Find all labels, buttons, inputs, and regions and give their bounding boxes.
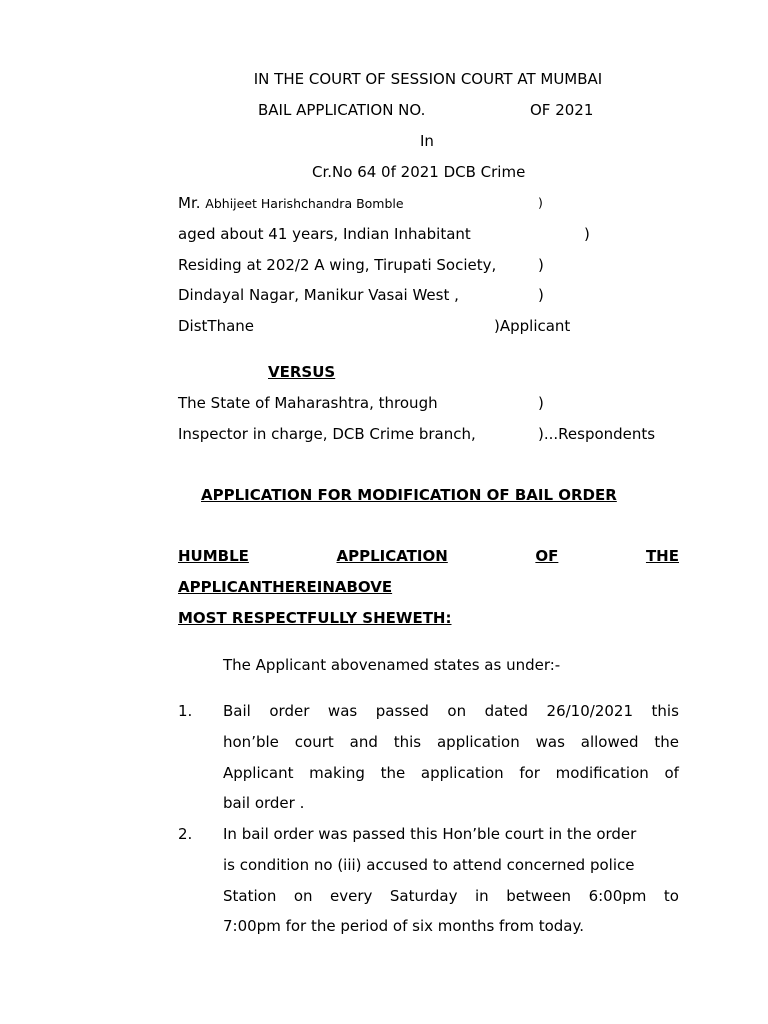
word: in <box>475 887 489 905</box>
word: Saturday <box>389 887 458 905</box>
point-1-line-1 <box>223 702 679 720</box>
applicant-address-2: Dindayal Nagar, Manikur Vasai West , <box>178 286 459 304</box>
word: modification <box>555 764 649 782</box>
point-number: 1. <box>178 702 193 720</box>
point-1-line-4: bail order . <box>223 794 305 812</box>
bracket-5: ) <box>538 394 544 412</box>
word: 26/10/2021 <box>546 702 633 720</box>
applicant-title: Mr. <box>178 194 201 212</box>
word: hon’ble <box>223 733 279 751</box>
word: on <box>447 702 467 720</box>
point-2-line-4: 7:00pm for the period of six months from today. <box>223 917 584 935</box>
word: was <box>535 733 565 751</box>
most-respectfully-sheweth: MOST RESPECTFULLY SHEWETH: <box>178 609 452 627</box>
point-2-line-2: is condition no (iii) accused to attend concerned police <box>223 856 635 874</box>
bracket-1: ) <box>538 195 543 210</box>
word: to <box>663 887 679 905</box>
word: making <box>309 764 365 782</box>
applicant-name-line <box>178 194 404 213</box>
applicant-role: )Applicant <box>494 317 571 335</box>
humble-word-4: THE <box>645 547 679 565</box>
versus-heading: VERSUS <box>268 363 336 381</box>
word: 6:00pm <box>588 887 647 905</box>
point-2-line-1: In bail order was passed this Hon’ble court in the order <box>223 825 637 843</box>
word: order <box>269 702 310 720</box>
applicant-address-1: Residing at 202/2 A wing, Tirupati Society, <box>178 256 497 274</box>
bracket-4: ) <box>538 286 544 304</box>
bail-application-year: OF 2021 <box>530 101 594 119</box>
in-label: In <box>420 132 434 150</box>
intro-statement: The Applicant abovenamed states as under:- <box>223 656 561 674</box>
point-1-line-2 <box>223 733 679 751</box>
word: was <box>327 702 358 720</box>
point-2-line-3 <box>223 887 679 905</box>
application-title: APPLICATION FOR MODIFICATION OF BAIL ORDER <box>201 486 617 504</box>
word: application <box>436 733 520 751</box>
word: this <box>393 733 422 751</box>
court-heading: IN THE COURT OF SESSION COURT AT MUMBAI <box>253 70 603 88</box>
word: on <box>293 887 313 905</box>
respondent-role: )...Respondents <box>538 425 656 443</box>
word: for <box>519 764 540 782</box>
word: the <box>380 764 406 782</box>
applicant-district: DistThane <box>178 317 255 335</box>
word: and <box>349 733 378 751</box>
word: Bail <box>223 702 251 720</box>
word: the <box>654 733 679 751</box>
word: Station <box>223 887 277 905</box>
respondent-line-2: Inspector in charge, DCB Crime branch, <box>178 425 476 443</box>
humble-word-2: APPLICATION <box>336 547 448 565</box>
bracket-2: ) <box>584 225 590 243</box>
humble-word-1: HUMBLE <box>178 547 249 565</box>
word: of <box>664 764 679 782</box>
point-number: 2. <box>178 825 193 843</box>
applicant-age: aged about 41 years, Indian Inhabitant <box>178 225 471 243</box>
word: allowed <box>580 733 639 751</box>
word: application <box>420 764 504 782</box>
bracket-3: ) <box>538 256 544 274</box>
humble-word-3: OF <box>535 547 559 565</box>
applicant-hereinabove: APPLICANTHEREINABOVE <box>178 578 393 596</box>
word: this <box>651 702 679 720</box>
word: Applicant <box>223 764 294 782</box>
bail-application-label: BAIL APPLICATION NO. <box>258 101 426 119</box>
point-1-line-3 <box>223 764 679 782</box>
crime-number: Cr.No 64 0f 2021 DCB Crime <box>312 163 526 181</box>
respondent-line-1: The State of Maharashtra, through <box>178 394 438 412</box>
word: court <box>294 733 334 751</box>
word: between <box>506 887 572 905</box>
word: passed <box>375 702 429 720</box>
applicant-name: Abhijeet Harishchandra Bomble <box>205 196 404 211</box>
humble-application-line <box>178 547 679 565</box>
word: every <box>330 887 373 905</box>
word: dated <box>484 702 528 720</box>
